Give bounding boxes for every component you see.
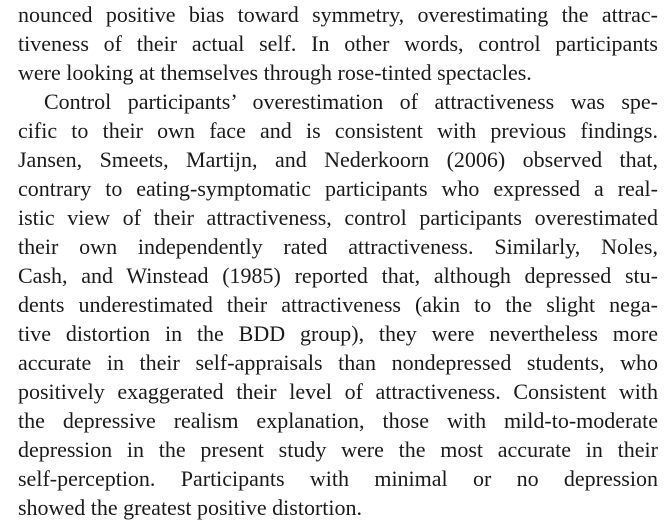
text-line: Cash, and Winstead (1985) reported that, although depressed stu- [18, 263, 658, 288]
text-line: tive distortion in the BDD group), they were nevertheless more [18, 321, 658, 346]
text-line: accurate in their self-appraisals than nondepressed students, who [18, 350, 658, 375]
text-line: Control participants’ overestimation of attractiveness was spe- [44, 89, 658, 114]
text-line: showed the greatest positive distortion. [18, 495, 362, 520]
paragraph-2 [18, 87, 658, 522]
text-line: tiveness of their actual self. In other words, control participants [18, 31, 658, 56]
document-page [18, 0, 658, 522]
text-line: istic view of their attractiveness, control participants overestimated [18, 205, 658, 230]
text-line: nounced positive bias toward symmetry, overestimating the attrac- [18, 2, 658, 27]
text-line: depression in the present study were the most accurate in their [18, 437, 658, 462]
text-line: cific to their own face and is consistent with previous findings. [18, 118, 658, 143]
text-line: were looking at themselves through rose-tinted spectacles. [18, 60, 532, 85]
text-line: self-perception. Participants with minimal or no depression [18, 466, 658, 491]
paragraph-1 [18, 0, 658, 87]
text-line: positively exaggerated their level of attractiveness. Consistent with [18, 379, 658, 404]
text-line: the depressive realism explanation, those with mild-to-moderate [18, 408, 658, 433]
text-line: Jansen, Smeets, Martijn, and Nederkoorn (2006) observed that, [18, 147, 658, 172]
text-line: dents underestimated their attractiveness (akin to the slight nega- [18, 292, 658, 317]
text-line: their own independently rated attractiveness. Similarly, Noles, [18, 234, 658, 259]
text-line: contrary to eating-symptomatic participants who expressed a real- [18, 176, 658, 201]
